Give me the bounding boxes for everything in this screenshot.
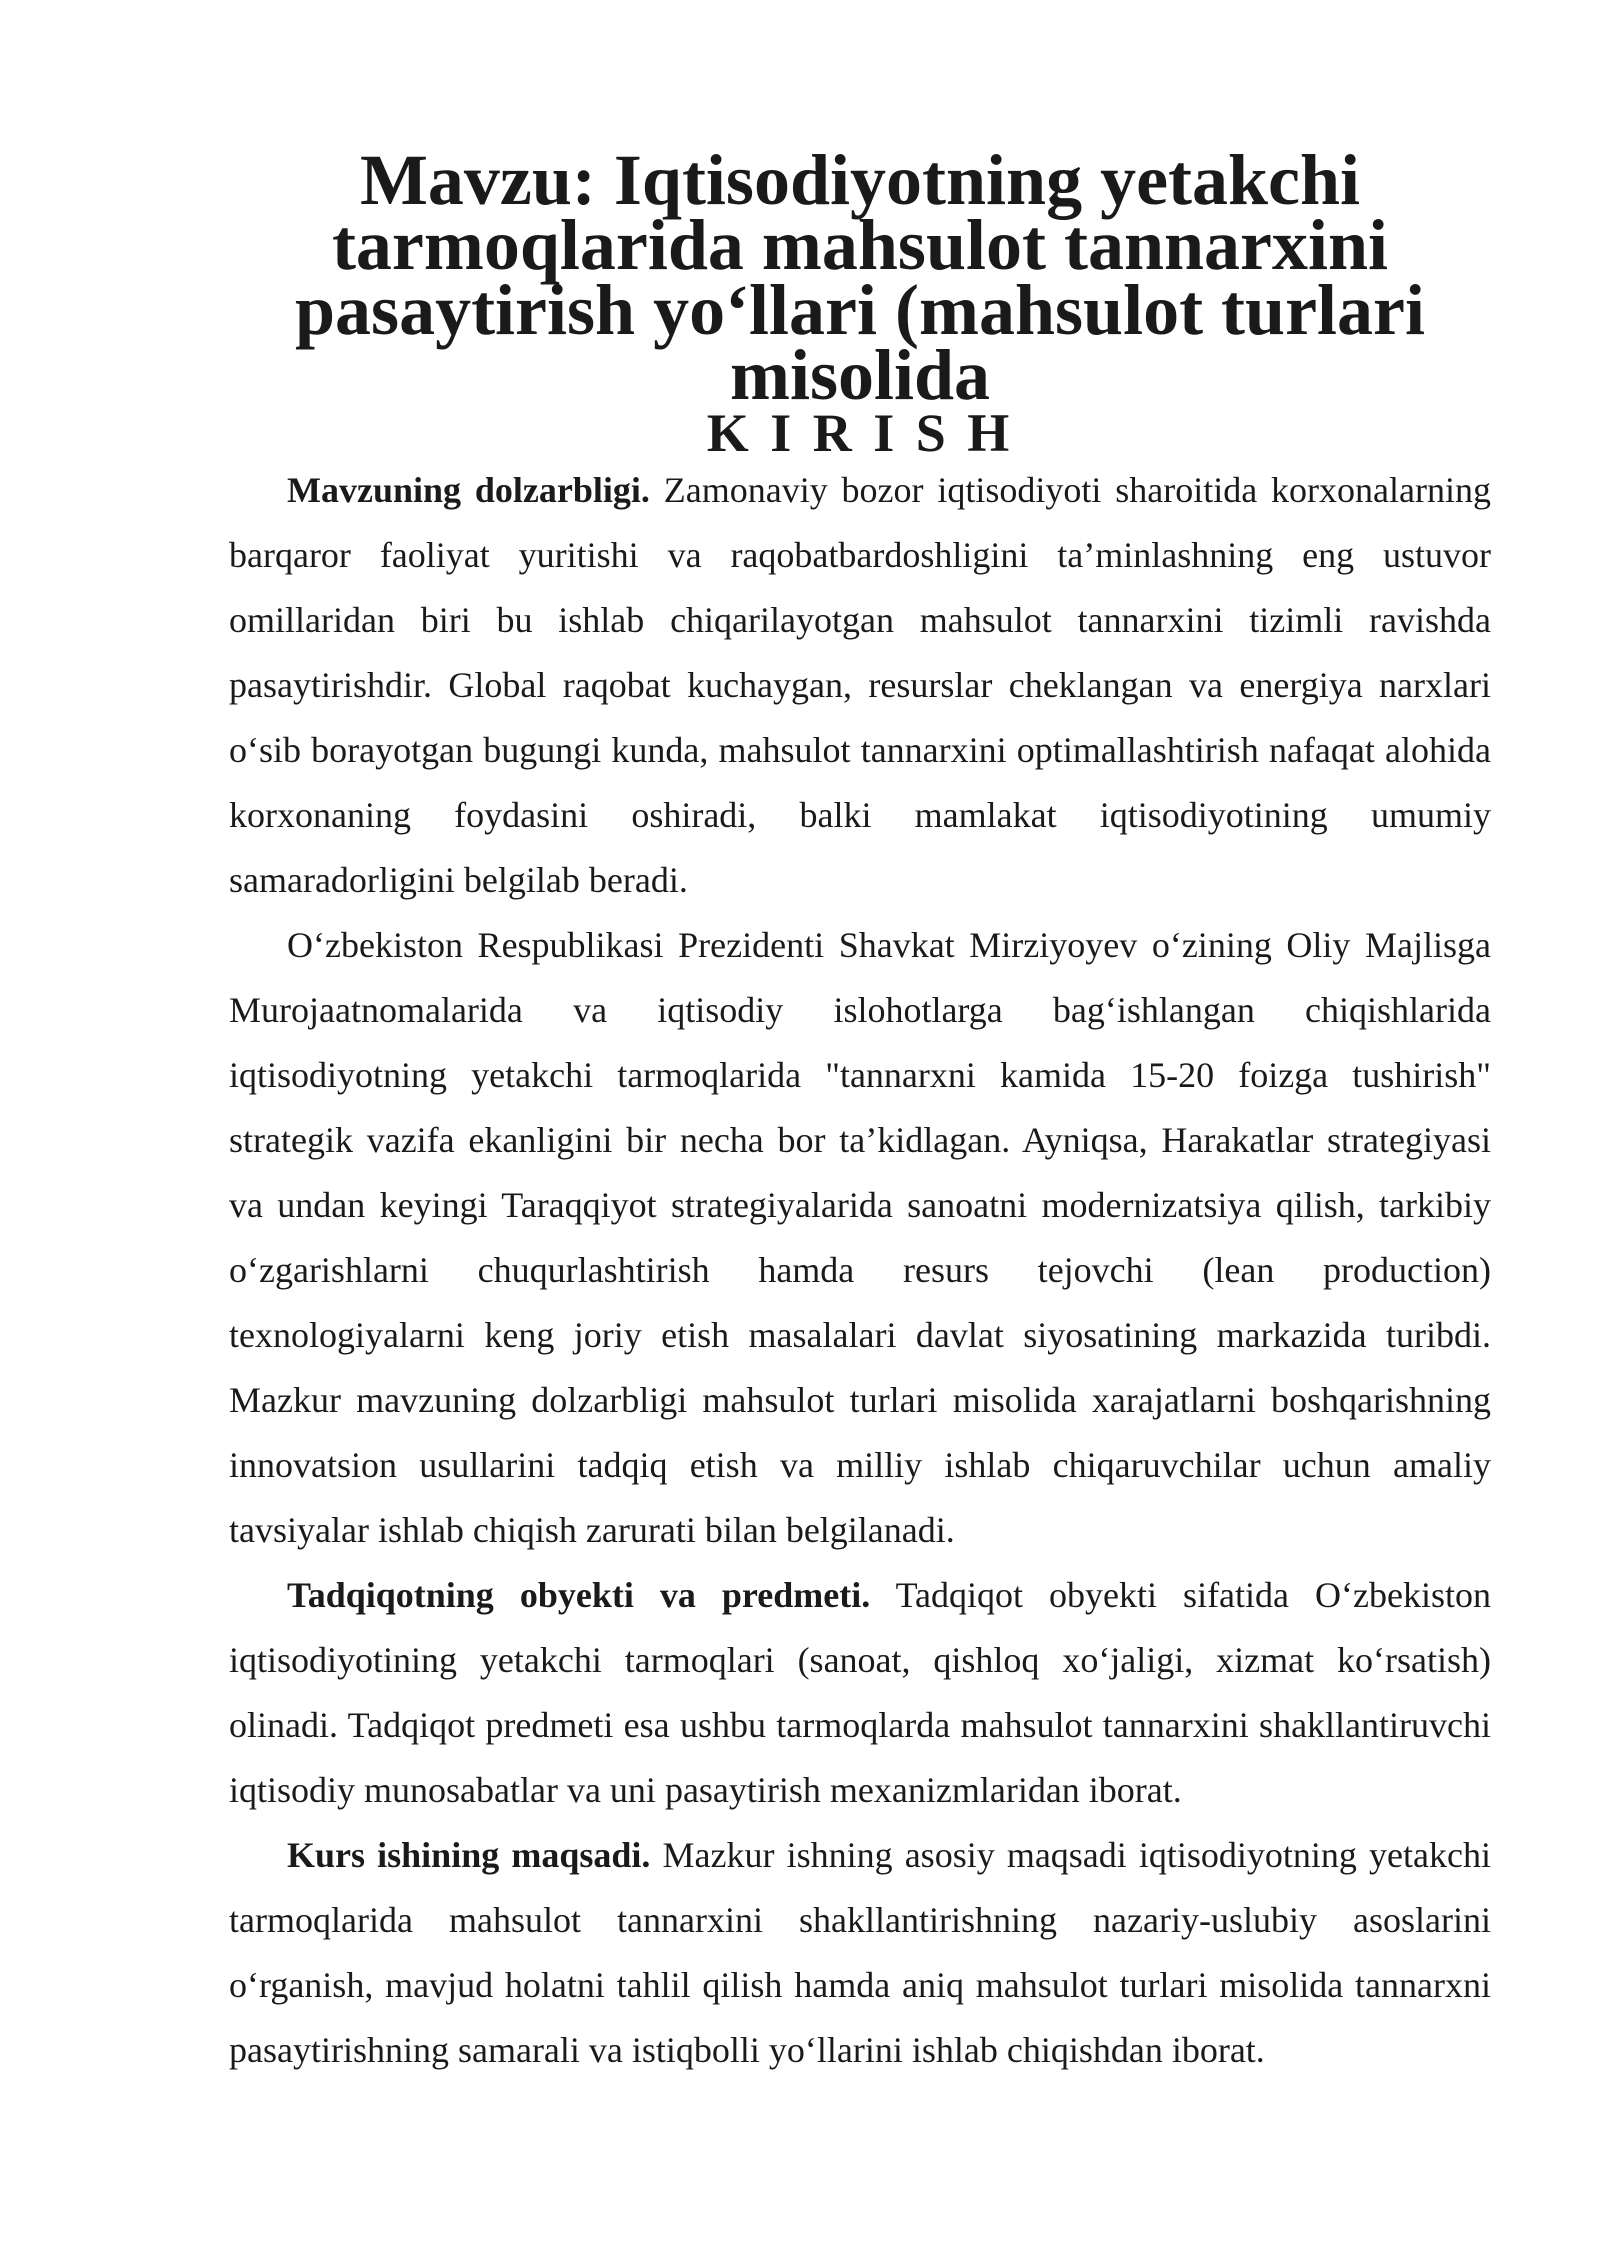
paragraph-text: Zamonaviy bozor iqtisodiyoti sharoitida korxonalarning barqaror faoliyat yuritishi va raqobatbardoshligini ta’minlashning eng ustuvor omillaridan biri bu ishlab chiqarilayotgan mahsulot tannarxini tizimli ravishda pasaytirishdir. Global raqobat kuchaygan, resurslar cheklangan va energiya narxlari o‘sib borayotgan bugungi kunda, mahsulot tannarxini optimallashtirish nafaqat alohida korxonaning foydasini oshiradi, balki mamlakat iqtisodiyotining umumiy samaradorligini belgilab beradi. [229, 470, 1491, 900]
document-page [229, 140, 1492, 2083]
paragraph-text: Tadqiqot obyekti sifatida O‘zbekiston iqtisodiyotining yetakchi tarmoqlari (sanoat, qishloq xo‘jaligi, xizmat ko‘rsatish) olinadi. Tadqiqot predmeti esa ushbu tarmoqlarda mahsulot tannarxini shakllantiruvchi iqtisodiy munosabatlar va uni pasaytirish mexanizmlaridan iborat. [229, 1575, 1492, 1810]
paragraph-lead: Tadqiqotning obyekti va predmeti. [287, 1575, 871, 1615]
paragraph-lead: Mavzuning dolzarbligi. [287, 470, 650, 510]
paragraph-relevance [229, 458, 1491, 913]
section-heading: K I R I S H [706, 403, 1014, 463]
paragraph-lead: Kurs ishining maqsadi. [287, 1835, 651, 1875]
paragraph-goal [229, 1823, 1491, 2083]
paragraph-text: Mazkur ishning asosiy maqsadi iqtisodiyotning yetakchi tarmoqlarida mahsulot tannarxini shakllantirishning nazariy-uslubiy asoslarini o‘rganish, mavjud holatni tahlil qilish hamda aniq mahsulot turlari misolida tannarxni pasaytirishning samarali va istiqbolli yo‘llarini ishlab chiqishdan iborat. [229, 1835, 1491, 2070]
document-title: Mavzu: Iqtisodiyotning yetakchi tarmoqlarida mahsulot tannarxini pasaytirish yo‘llari (mahsulot turlari misolida [295, 140, 1425, 415]
paragraph-object-subject [229, 1563, 1491, 1823]
paragraph-text: O‘zbekiston Respublikasi Prezidenti Shavkat Mirziyoyev o‘zining Oliy Majlisga Murojaatnomalarida va iqtisodiy islohotlarga bag‘ishlangan chiqishlarida iqtisodiyotning yetakchi tarmoqlarida "tannarxni kamida 15-20 foizga tushirish" strategik vazifa ekanligini bir necha bor ta’kidlagan. Ayniqsa, Harakatlar strategiyasi va undan keyingi Taraqqiyot strategiyalarida sanoatni modernizatsiya qilish, tarkibiy o‘zgarishlarni chuqurlashtirish hamda resurs tejovchi (lean production) texnologiyalarni keng joriy etish masalalari davlat siyosatining markazida turibdi. Mazkur mavzuning dolzarbligi mahsulot turlari misolida xarajatlarni boshqarishning innovatsion usullarini tadqiq etish va milliy ishlab chiqaruvchilar uchun amaliy tavsiyalar ishlab chiqish zarurati bilan belgilanadi. [229, 925, 1491, 1550]
paragraph-president [229, 913, 1491, 1563]
